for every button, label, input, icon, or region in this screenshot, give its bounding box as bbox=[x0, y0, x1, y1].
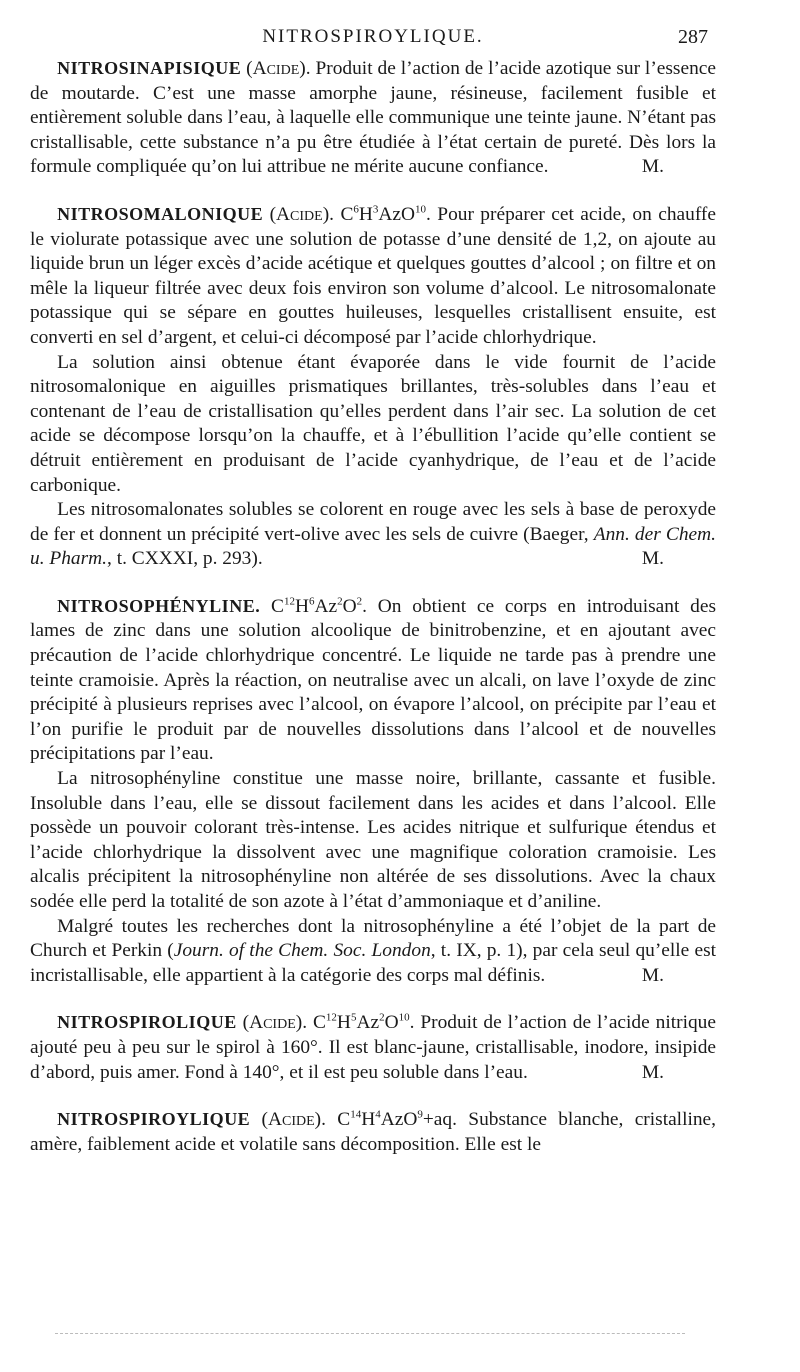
entry-paragraph bbox=[30, 498, 716, 572]
dictionary-entry bbox=[30, 202, 716, 572]
entry-headword: NITROSOMALONIQUE bbox=[57, 203, 264, 224]
paragraph-text: Produit de l’action de l’acide nitrique ajouté peu à peu sur le spirol à 160°. Il est blanc-jaune, cristallisable, inodore, insipide d’abord, puis amer. Fond à 140°, et il est peu soluble dans l’eau. bbox=[30, 1012, 716, 1083]
entry-paragraph bbox=[30, 1107, 716, 1157]
author-signature: M. bbox=[641, 1061, 664, 1083]
entry-formula: $C^{12}H^6Az^2O^2$. bbox=[271, 595, 367, 617]
paragraph-text: La solution ainsi obtenue étant évaporée dans le vide fournit de l’acide nitrosomalonique en aiguilles prismatiques brillantes, très-solubles dans l’eau et contenant de l’eau de cristallisation qu’elles perdent dans l’air sec. La solution de cet acide se décompose lorsqu’on la chauffe, et à l’ébullition l’acide qu’elle contient se détruit entièrement en produisant de l’acide cyanhydrique, de l’eau et de l’acide carbonique. bbox=[30, 351, 716, 496]
entry-headword: NITROSPIROLIQUE bbox=[57, 1012, 237, 1033]
paragraph-text: Produit de l’action de l’acide azotique sur l’essence de moutarde. C’est une masse amorphe jaune, résineuse, facilement fusible et entièrement soluble dans l’eau, à laquelle elle communique une teinte jaune. N’étant pas cristallisable, cette substance n’a pu être étudiée à l’état certain de pureté. Dès lors la formule compliquée qu’on lui attribue ne mérite aucune confiance. bbox=[30, 58, 716, 178]
entry-label: (Acide). bbox=[261, 1109, 326, 1131]
dictionary-entry bbox=[30, 1107, 716, 1157]
entry-headword: NITROSINAPISIQUE bbox=[57, 58, 242, 78]
running-title: NITROSPIROYLIQUE. bbox=[262, 26, 484, 47]
entry-paragraph bbox=[30, 56, 716, 180]
entry-label: (Acide). bbox=[246, 58, 311, 79]
paragraph-text: Malgré toutes les recherches dont la nitrosophényline a été l’objet de la part de Church et Perkin (Journ. of the Chem. Soc. London, t. IX, p. 1), par cela seul qu’elle est incristallisable, elle appartient à la catégorie des corps mal définis. bbox=[30, 915, 717, 986]
entry-label: (Acide). bbox=[269, 203, 335, 225]
page-number: 287 bbox=[678, 26, 708, 48]
entry-formula: $C^6H^3AzO^{10}$. bbox=[340, 203, 431, 225]
dictionary-entry bbox=[30, 56, 716, 180]
entry-paragraph bbox=[30, 767, 716, 915]
paragraph-text: Les nitrosomalonates solubles se colorent en rouge avec les sels à base de peroxyde de fer et donnent un précipité vert-olive avec les sels de cuivre (Baeger, Ann. der Chem. u. Pharm., t. CXXXI, p. 293). bbox=[30, 499, 716, 570]
entry-paragraph bbox=[30, 351, 716, 499]
author-signature: M. bbox=[641, 964, 664, 986]
entry-label: (Acide). bbox=[242, 1012, 308, 1034]
entry-paragraph bbox=[30, 202, 716, 351]
page-header bbox=[30, 26, 716, 56]
entry-formula: $C^{14}H^4AzO^9+aq$. bbox=[337, 1108, 457, 1131]
paragraph-text: Substance blanche, cristalline, amère, faiblement acide et volatile sans décomposition. Elle est le bbox=[30, 1109, 716, 1155]
paragraph-text: Pour préparer cet acide, on chauffe le violurate potassique avec une solution de potasse d’une densité de 1,2, on ajoute au liquide brun un léger excès d’acide acétique et quelques gouttes d’alcool ; on filtre et on mêle la liqueur filtrée avec deux fois environ son volume d’alcool. Le nitrosomalonate potassique qui se sépare en gouttes huileuses, lesquelles cristallisent ensuite, est converti en sel d’argent, et celui-ci décomposé par l’acide chlorhydrique. bbox=[30, 203, 716, 348]
paragraph-text: On obtient ce corps en introduisant des lames de zinc dans une solution alcoolique de binitrobenzine, et en ajoutant avec précaution de l’acide chlorhydrique concentré. Le liquide ne tarde pas à prendre une teinte cramoisie. Après la réaction, on neutralise avec un alcali, on lave l’oxyde de zinc précipité à plusieurs reprises avec l’alcool, on évapore l’alcool, on précipite par l’eau et l’on purifie le produit par de nouvelles dissolutions dans l’alcool et de nouvelles précipitations par l’eau. bbox=[30, 595, 717, 765]
entry-paragraph bbox=[30, 1010, 716, 1085]
entry-headword: NITROSPIROYLIQUE bbox=[57, 1109, 251, 1130]
entry-formula: $C^{12}H^5Az^2O^{10}$. bbox=[312, 1011, 415, 1034]
paragraph-text: La nitrosophényline constitue une masse noire, brillante, cassante et fusible. Insoluble dans l’eau, elle se dissout facilement dans les acides et dans l’alcool. Elle possède un pouvoir colorant très-intense. Les acides nitrique et sulfurique étendus et l’acide chlorhydrique la dissolvent avec une magnifique coloration cramoisie. Les alcalis précipitent la nitrosophényline non altérée de ses dissolutions. Avec la chaux sodée elle perd la totalité de son azote à l’état d’ammoniaque et d’aniline. bbox=[30, 768, 716, 912]
dictionary-entries bbox=[30, 56, 716, 1157]
page bbox=[30, 26, 716, 1179]
entry-paragraph bbox=[30, 594, 716, 767]
footer-rule bbox=[55, 1333, 685, 1334]
entry-paragraph bbox=[30, 915, 716, 989]
entry-headword: NITROSOPHÉNYLINE. bbox=[57, 595, 261, 616]
dictionary-entry bbox=[30, 1010, 716, 1085]
author-signature: M. bbox=[641, 156, 664, 178]
dictionary-entry bbox=[30, 594, 716, 989]
author-signature: M. bbox=[641, 548, 664, 570]
